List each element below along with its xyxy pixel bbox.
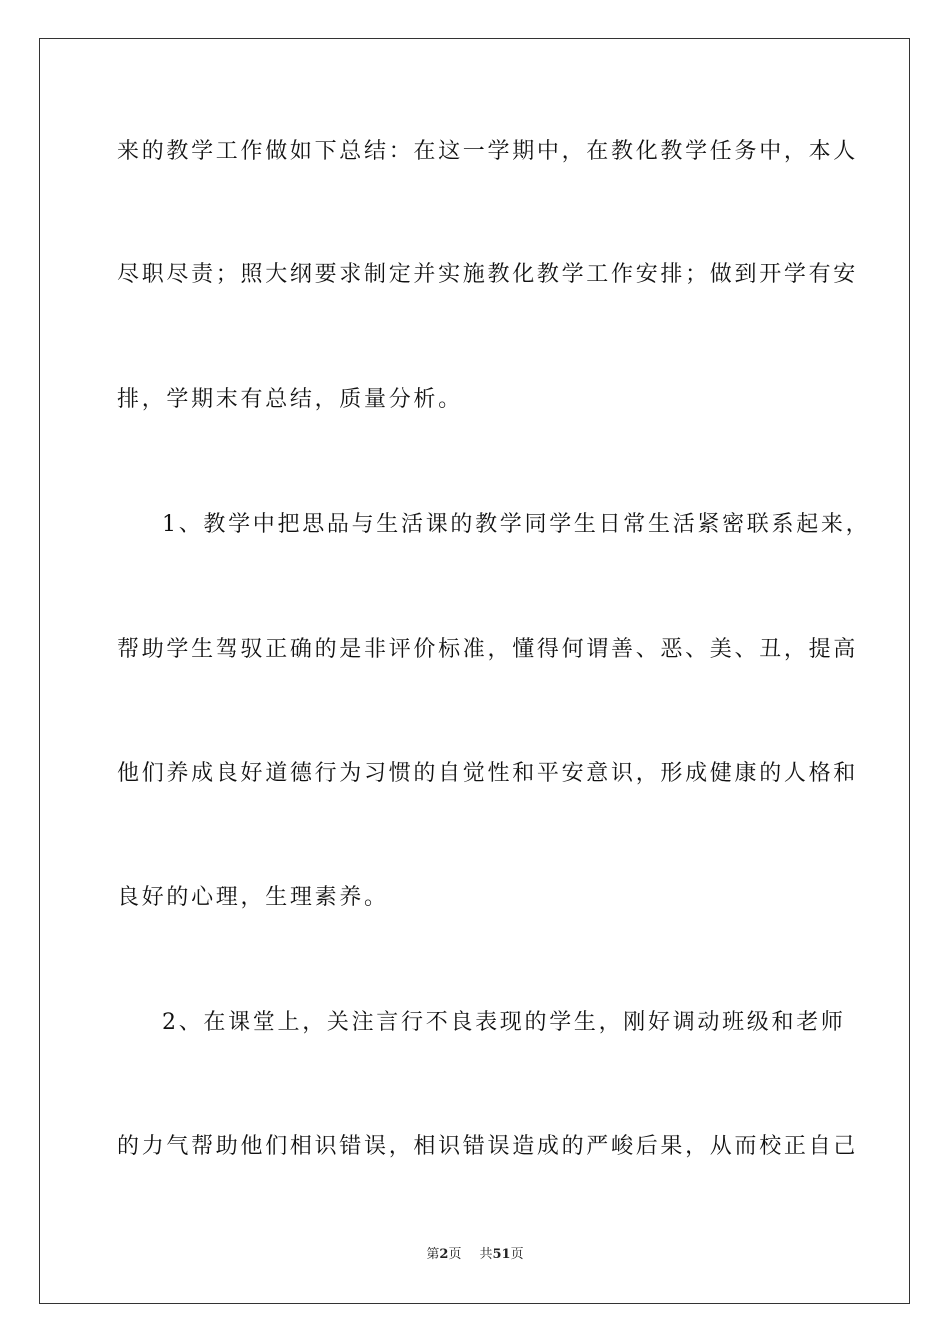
footer-total-prefix: 共 <box>479 1247 493 1262</box>
paragraph-line-3: 排，学期末有总结，质量分析。 <box>117 387 463 412</box>
page-footer <box>0 1247 950 1263</box>
paragraph-line-7: 良好的心理，生理素养。 <box>117 885 389 910</box>
page-border <box>39 38 910 1304</box>
paragraph-line-4: 1、教学中把思品与生活课的教学同学生日常生活紧密联系起来， <box>162 512 871 537</box>
footer-page-prefix: 第 <box>426 1247 440 1262</box>
paragraph-line-6: 他们养成良好道德行为习惯的自觉性和平安意识，形成健康的人格和 <box>117 761 859 786</box>
footer-total-pages: 51 <box>492 1247 511 1262</box>
paragraph-line-5: 帮助学生驾驭正确的是非评价标准，懂得何谓善、恶、美、丑，提高 <box>117 637 859 662</box>
paragraph-line-8: 2、在课堂上，关注言行不良表现的学生，刚好调动班级和老师 <box>162 1010 846 1035</box>
paragraph-line-1: 来的教学工作做如下总结：在这一学期中，在教化教学任务中，本人 <box>117 139 859 164</box>
footer-page-suffix: 页 <box>448 1247 462 1262</box>
paragraph-line-2: 尽职尽责；照大纲要求制定并实施教化教学工作安排；做到开学有安 <box>117 262 859 287</box>
footer-total-suffix: 页 <box>510 1247 524 1262</box>
footer-page-number: 2 <box>439 1247 449 1262</box>
paragraph-line-9: 的力气帮助他们相识错误，相识错误造成的严峻后果，从而校正自己 <box>117 1134 859 1159</box>
